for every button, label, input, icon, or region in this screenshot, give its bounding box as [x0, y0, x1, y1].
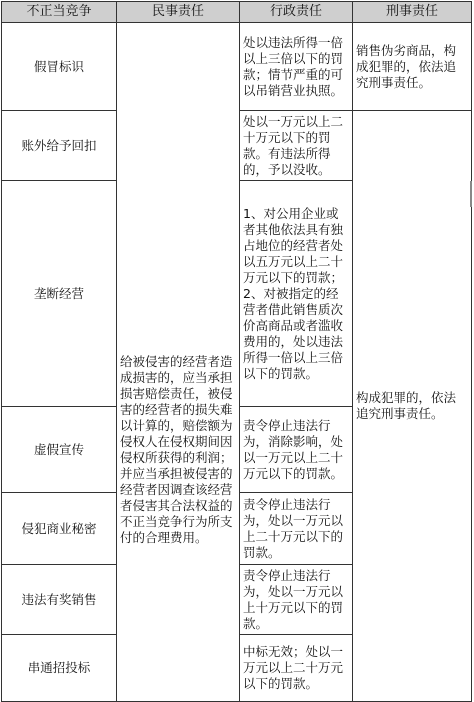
category-cell: 假冒标识	[2, 23, 117, 111]
criminal-cell-middle	[353, 111, 472, 702]
criminal-cell-top: 销售伪劣商品，构成犯罪的，依法追究刑事责任。	[353, 23, 472, 111]
category-cell: 虚假宣传	[2, 407, 117, 493]
header-category: 不正当竞争	[2, 2, 117, 23]
header-administrative: 行政责任	[240, 2, 353, 23]
admin-cell: 责令停止违法行为，消除影响，处以一万元以上二十万元以下的罚款。	[240, 407, 353, 493]
admin-item-2: 2、对被指定的经营者借此销售质次价高商品或者滥收费用的，处以违法所得一倍以上三倍以下的罚款。	[243, 285, 344, 381]
table-row	[2, 23, 472, 111]
category-cell: 违法有奖销售	[2, 565, 117, 635]
header-criminal: 刑事责任	[353, 2, 472, 23]
civil-liability-cell	[117, 23, 240, 702]
admin-cell	[240, 181, 353, 407]
admin-cell: 中标无效；处以一万元以上二十万元以下的罚款。	[240, 635, 353, 702]
admin-cell: 责令停止违法行为，处以一万元以上十万元以下的罚款。	[240, 565, 353, 635]
admin-cell: 处以一万元以上二十万元以下的罚款。有违法所得的，予以没收。	[240, 111, 353, 181]
category-cell: 账外给予回扣	[2, 111, 117, 181]
scroll-marker	[470, 181, 472, 207]
category-cell: 串通招投标	[2, 635, 117, 702]
criminal-middle-text: 构成犯罪的，依法追究刑事责任。	[356, 390, 457, 421]
header-civil: 民事责任	[117, 2, 240, 23]
civil-liability-text: 给被侵害的经营者造成损害的，应当承担损害赔偿责任，被侵害的经营者的损失难以计算的，赔偿额为侵权人在侵权期间因侵权所获得的利润；并应当承担被侵害的经营者因调查该经营者侵害其合法权益的不正当竞争行为所支付的合理费用。	[120, 354, 233, 545]
header-row	[2, 2, 472, 23]
admin-cell: 处以违法所得一倍以上三倍以下的罚款；情节严重的可以吊销营业执照。	[240, 23, 353, 111]
admin-item-1: 1、对公用企业或者其他依法具有独占地位的经营者处以五万元以上二十万元以下的罚款；	[243, 205, 344, 285]
admin-cell: 责令停止违法行为，处以一万元以上二十万元以下的罚款。	[240, 493, 353, 565]
category-cell: 侵犯商业秘密	[2, 493, 117, 565]
category-cell: 垄断经营	[2, 181, 117, 407]
responsibility-table	[1, 1, 472, 702]
